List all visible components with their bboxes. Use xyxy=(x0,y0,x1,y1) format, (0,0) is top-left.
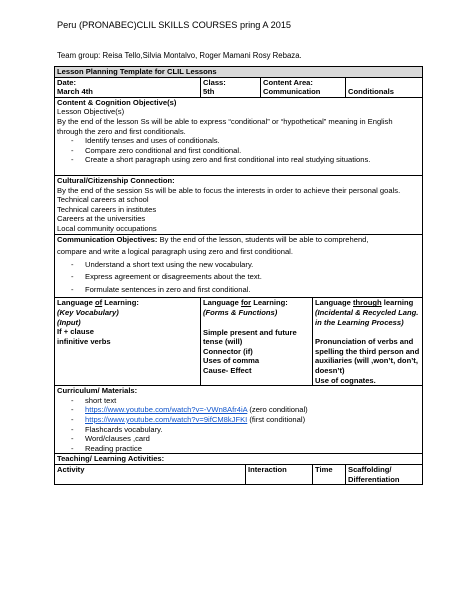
info-row xyxy=(55,77,423,97)
communication-text-2: compare and write a logical paragraph using zero and first conditional. xyxy=(57,247,293,257)
class-cell xyxy=(201,77,261,97)
curriculum-item xyxy=(71,415,420,425)
cultural-intro: By the end of the session Ss will be able to focus the interests in order to achieve their personal goals. xyxy=(57,185,401,195)
language-row xyxy=(55,298,423,386)
content-intro: By the end of the lesson Ss will be able to express “conditional” or “hypothetical” meaning in English through the zero and first conditionals. xyxy=(57,116,393,136)
curriculum-item: - short text xyxy=(71,396,420,406)
content-item: - Create a short paragraph using zero and first conditional into real studying situations. xyxy=(71,155,420,165)
cultural-line: Technical careers in institutes xyxy=(57,204,157,214)
curriculum-cell xyxy=(55,386,423,454)
lang-col1-sub2: (Input) xyxy=(57,317,81,327)
activities-heading: Teaching/ Learning Activities: xyxy=(55,454,423,465)
lang-col3-line: Use of cognates. xyxy=(315,375,376,385)
content-objectives-cell xyxy=(55,97,423,175)
zero-conditional-video-link[interactable]: https://www.youtube.com/watch?v=-VWn8Afr4iA xyxy=(85,405,248,415)
cultural-line: Careers at the universities xyxy=(57,214,146,224)
lang-col1-line: infinitive verbs xyxy=(57,336,111,346)
lang-col1-underlined: of xyxy=(94,298,103,308)
communication-item: - Express agreement or disagreements about the text. xyxy=(71,272,420,282)
col-time: Time xyxy=(313,464,346,484)
lang-col2-underlined: for xyxy=(240,298,252,308)
date-cell xyxy=(55,77,201,97)
cultural-heading: Cultural/Citizenship Connection: xyxy=(57,175,175,185)
template-title: Lesson Planning Template for CLIL Lessons xyxy=(55,67,423,78)
cultural-line: Technical careers at school xyxy=(57,195,149,205)
language-for-learning-cell xyxy=(201,298,313,386)
lang-col1-pre: Language xyxy=(57,298,95,308)
lang-col2-line: Cause- Effect xyxy=(203,366,252,376)
lang-col3-sub1: (Incidental & Recycled Lang. in the Learning Process) xyxy=(315,308,419,327)
lang-col3-line: Pronunciation of verbs and spelling the third person and auxiliaries (will ,won’t, don’t, doesn’t) xyxy=(315,337,420,376)
communication-cell xyxy=(55,234,423,298)
lang-col2-line: Connector (if) xyxy=(203,346,253,356)
lang-col2-line: Simple present and future tense (will) xyxy=(203,327,297,347)
link-note: (zero conditional) xyxy=(247,405,308,415)
class-value: 5th xyxy=(203,87,215,97)
link-note: (first conditional) xyxy=(247,415,306,424)
lang-col1-post: Learning: xyxy=(102,298,139,308)
col-scaffolding: Scaffolding/ Differentiation xyxy=(346,464,423,484)
lesson-objectives-label: Lesson Objective(s) xyxy=(57,107,125,117)
communication-item: - Understand a short text using the new vocabulary. xyxy=(71,260,420,270)
class-label: Class: xyxy=(203,77,226,87)
activities-columns-row xyxy=(55,464,423,484)
communication-item: - Formulate sentences in zero and first conditional. xyxy=(71,285,420,295)
curriculum-heading: Curriculum/ Materials: xyxy=(57,386,138,396)
template-title-row xyxy=(55,67,423,78)
cultural-cell xyxy=(55,175,423,234)
team-group: Team group: Reisa Tello,Silvia Montalvo, Roger Mamani Rosy Rebaza. xyxy=(57,51,302,60)
content-item: - Identify tenses and uses of conditionals. xyxy=(71,136,420,146)
topic-cell xyxy=(346,77,423,97)
content-item: - Compare zero conditional and first conditional. xyxy=(71,146,420,156)
lang-col1-line: If + clause xyxy=(57,327,94,337)
curriculum-row xyxy=(55,386,423,454)
document-title: Peru (PRONABEC)CLIL SKILLS COURSES pring A 2015 xyxy=(57,20,292,30)
lang-col2-line: Uses of comma xyxy=(203,356,260,366)
lang-col3-post: learning xyxy=(381,298,414,308)
curriculum-item: - Reading practice xyxy=(71,444,420,454)
content-area-label: Content Area: xyxy=(263,77,313,87)
lang-col3-pre: Language xyxy=(315,298,353,308)
first-conditional-video-link[interactable]: https://www.youtube.com/watch?v=9ifCM8kJFKI xyxy=(85,415,248,424)
curriculum-item: - Word/clauses ,card xyxy=(71,434,420,444)
cultural-line: Local community occupations xyxy=(57,223,157,233)
lang-col2-post: Learning: xyxy=(251,298,288,308)
topic-value: Conditionals xyxy=(348,87,394,97)
lang-col3-underlined: through xyxy=(352,298,382,308)
lang-col2-pre: Language xyxy=(203,298,241,308)
curriculum-item: - Flashcards vocabulary. xyxy=(71,425,420,435)
language-through-learning-cell xyxy=(313,298,423,386)
language-of-learning-cell xyxy=(55,298,201,386)
communication-text: By the end of the lesson, students will be able to comprehend, xyxy=(157,234,369,244)
col-interaction: Interaction xyxy=(246,464,313,484)
communication-row xyxy=(55,234,423,298)
col-activity: Activity xyxy=(55,464,246,484)
lang-col1-sub1: (Key Vocabulary) xyxy=(57,308,119,318)
date-value: March 4th xyxy=(57,87,93,97)
communication-heading: Communication Objectives: xyxy=(57,234,158,244)
cultural-row xyxy=(55,175,423,234)
curriculum-item xyxy=(71,405,420,415)
lang-col2-sub1: (Forms & Functions) xyxy=(203,308,278,318)
content-area-cell xyxy=(261,77,346,97)
lesson-plan-table xyxy=(54,66,423,485)
activities-heading-row xyxy=(55,454,423,465)
date-label: Date: xyxy=(57,77,76,87)
content-heading: Content & Cognition Objective(s) xyxy=(57,97,177,107)
content-area-value: Communication xyxy=(263,87,321,97)
content-objectives-row xyxy=(55,97,423,175)
